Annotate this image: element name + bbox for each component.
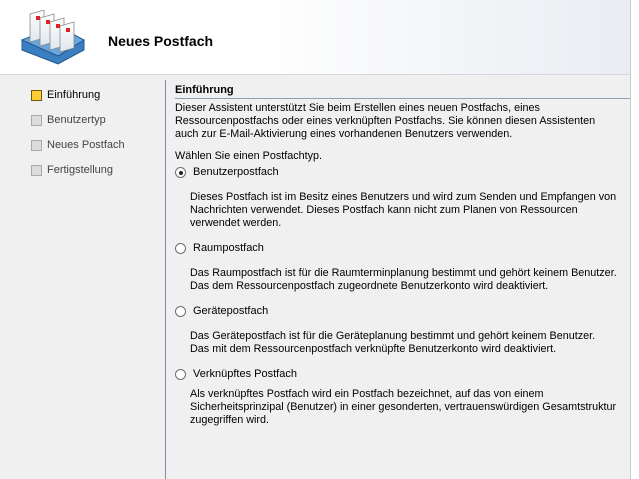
radio-geraetepostfach[interactable] (175, 306, 186, 317)
option-label[interactable]: Raumpostfach (193, 242, 264, 254)
radio-raumpostfach[interactable] (175, 243, 186, 254)
option-description (190, 330, 630, 356)
desc-line: Das mit dem Ressourcenpostfach verknüpfte Benutzerkonto wird deaktiviert. (190, 343, 557, 355)
option-description (190, 191, 630, 230)
radio-verknuepftes-postfach[interactable] (175, 369, 186, 380)
wizard-step-neues-postfach[interactable] (24, 137, 159, 162)
intro-line: Dieser Assistent unterstützt Sie beim Erstellen eines neuen Postfachs, eines (175, 102, 540, 114)
desc-line: Das Gerätepostfach ist für die Geräteplanung bestimmt und gehört keinem Benutzer. (190, 330, 596, 342)
desc-line: Dieses Postfach ist im Besitz eines Benutzers und wird zum Senden und Empfangen von (190, 191, 617, 203)
wizard-step-benutzertyp[interactable] (24, 112, 159, 137)
wizard-step-label: Benutzertyp (47, 114, 106, 126)
desc-line: Als verknüpftes Postfach wird ein Postfach bezeichnet, auf das von einem (190, 388, 544, 400)
option-description (190, 267, 630, 293)
step-pending-icon (31, 140, 42, 151)
desc-line: Nachrichten verwendet. Dieses Postfach kann nicht zum Planen von Ressourcen (190, 204, 578, 216)
intro-line: Ressourcenpostfachs oder eines verknüpften Postfachs. Sie können diesen Assistenten (175, 115, 596, 127)
intro-line: auch zur E-Mail-Aktivierung eines vorhandenen Benutzers verwenden. (175, 128, 513, 140)
option-label[interactable]: Benutzerpostfach (193, 166, 279, 178)
radio-benutzerpostfach[interactable] (175, 167, 186, 178)
window-edge (630, 0, 639, 479)
wizard-step-list (24, 87, 159, 187)
step-pending-icon (31, 165, 42, 176)
desc-line: verwendet werden. (190, 217, 282, 229)
wizard-header (0, 0, 630, 74)
section-rule (175, 98, 630, 99)
desc-line: Das dem Ressourcenpostfach zugeordnete Benutzerkonto wird deaktiviert. (190, 280, 549, 292)
desc-line: zugegriffen wird. (190, 414, 270, 426)
page-title: Neues Postfach (108, 33, 214, 49)
step-current-icon (31, 90, 42, 101)
option-label[interactable]: Gerätepostfach (193, 305, 269, 317)
wizard-content (175, 84, 625, 163)
option-description (190, 388, 630, 427)
wizard-step-fertigstellung[interactable] (24, 162, 159, 187)
step-pending-icon (31, 115, 42, 126)
wizard-step-label: Einführung (47, 89, 101, 101)
mailbox-type-prompt: Wählen Sie einen Postfachtyp. (175, 150, 323, 162)
wizard-step-label: Neues Postfach (47, 139, 125, 151)
wizard-step-einfuehrung[interactable] (24, 87, 159, 112)
nav-divider (165, 80, 166, 479)
option-label[interactable]: Verknüpftes Postfach (193, 368, 297, 380)
desc-line: Sicherheitsprinzipal (Benutzer) in einer gesonderten, vertrauenswürdigen Gesamtstruktur (190, 401, 617, 413)
wizard-step-label: Fertigstellung (47, 164, 114, 176)
section-title: Einführung (175, 84, 234, 96)
mailbox-stack-icon (18, 10, 88, 66)
desc-line: Das Raumpostfach ist für die Raumterminplanung bestimmt und gehört keinem Benutzer. (190, 267, 617, 279)
